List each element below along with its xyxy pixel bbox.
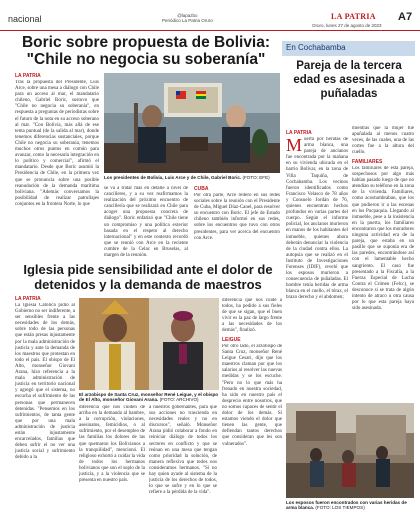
side-photo-caption — [286, 500, 414, 511]
church-caption-credit: (FOTO: ARCHIVO) — [159, 397, 199, 403]
presidents-photo-illustration — [104, 73, 280, 173]
main-col3-head: CUBA — [194, 186, 209, 192]
side-col2-head: FAMILIARES — [352, 159, 383, 165]
church-column-1: La Iglesia Católica pidió al Gobierno no ser indiferente, a ser sensibles frente a las necesidades de los demás, sobre todo de las personas que están presas injustamente por la mala administración de justicia y ante la demanda de los maestros que protestan en todo el país. El obispo de El Alto, monseñor Giovani Arana, hizo referencia a la mala administración de justicia en territorio nacional y agregó que el sistema, no escucha el sufrimiento de las personas que permanecen detenidas. "Pensemos en los sufrimientos, de tanta gente que por una mala administración de justicia están injustamente encarcelados, familias que deben sufrir el no ver una justicia social y sufrimiento debido a la — [15, 303, 75, 461]
side-caption-text: Los esposos fueron encontrados con varias heridas de arma blanca. — [286, 500, 407, 511]
side-tag: En Cochabamba — [286, 43, 346, 52]
church-column-4: a nuestros gobernantes, para que sus acciones no trascienda en necesidades reales y no en discursos", señaló. Monseñor Arana pidió colaborar a fondo en reiniciar diálogo de todos los sectores en conflicto y que se reúnan en una mesa que tengan como prioridad la solución, de manera reflexiva que todos nos consideramos hermanos. "Si no hay quien ayude al sistema de la justicia de los derechos de todos, lo que se sufre y en lo que se refiere a la pérdida de la vida". — [149, 405, 217, 496]
newspaper-logo: LA PATRIA — [331, 12, 376, 21]
side-caption-credit: (FOTO: LOS TIEMPOS) — [315, 505, 365, 511]
church-column-3b: Por otro lado, el arzobispo de Santa Cruz, monseñor René Leigue Cesari, dijo que los maestros claman por que los salarios al resolver las nuevas medidas y se los escuche. "Pero no lo que más ha frenado en nuestra sociedad, ha sido en nuestro país el desprecio entre nosotros, que no somos capaces de sentir el dolor de los demás. Si estamos viendo el dolor que tienen las gente, que defiendan tantos derechos que consideran que les son vulnerados". — [222, 344, 282, 447]
header-social-name: Periódico La Patria Oruro — [162, 18, 213, 23]
main-column-1: Tras la propuesta del Presidente, Luis Arce, sobre una mesa a diálogo con Chile para un acceso al mar, el mandatario chileno, Gabriel Boric, sostuvo que "Chile no negocia su soberanía", en respuesta a preguntas de periodistas sobre el futuro de la nota en su acceso soberano al mar. "Con Bolivia, más allá de ese tema puntual (de la salida al mar), donde tenemos diferencias sustanciales, porque Chile no negocia su soberanía, tenemos muchos otros puntos en común para avanzar, como la necesaria integración en lo político y comercial", afirmó el mandatario. Desde que Boric asumió la Presidencia de Chile, en la primera vez que se pronuncia sobre una posible reanudación de la demanda marítima boliviana. "Además conversamos la posibilidad de realizar patrullajes conjuntos en la frontera Norte, lo que — [15, 80, 99, 207]
side-photo — [286, 403, 414, 498]
header-divider — [0, 30, 420, 31]
bishops-photo-illustration — [79, 298, 219, 390]
main-column-2: se va a tratar más en detalle a nivel de cancilleres, y a su vez reafirmamos la realización del próximo encuentro de cancillería que se realizará en Chile para acoger una propuesta concreta de diálogo". Boric enfatizó que "Chile tiene un compromiso y una política exterior basada en el respeto al derecho internacional" y en este contexto recordó que se reunió con Arce en la reciente cumbre de la Celac en Bruselas, al margen de la reunión. — [104, 186, 188, 258]
church-headline: Iglesia pide sensibilidad ante el dolor de detenidos y la demanda de maestros — [23, 262, 273, 292]
main-photo-caption — [104, 175, 280, 180]
main-headline: Boric sobre propuesta de Bolivia: "Chile no negocia su soberanía" — [21, 34, 271, 68]
main-caption-credit: (FOTO: EFE) — [242, 175, 270, 180]
main-column-3: Por otra parte, Arce reiteró en sus redes sociales sobre la reunión con el Presidente de Cuba, Miguel Díaz-Canel, para resolver su encuentro con Boric. El jefe de Estado chileno también informó en sus redes, sobre los encuentros que tuvo con otros presidentes, para ver acerca del encuentro con Arce. — [194, 193, 280, 241]
side-column-1-text: uerta por heridas de arma blanca, una pareja de ancianos fue encontrada por la mañana en su vivienda ubicada en el barrio Bolívar, en la zona de Villa Taquiña, de Cochabamba. Los vecinos fueron identificados como Francisco Velasco de 78 años y Consuelo Jordán de 76, quienes encuentran hechos profundos en varias partes del cuerpo. Según el informe policial, los ancianos murieron en manos de los habitantes del inmueble, quienes ahora deberán denunciar la violencia de la ciudad contra ellos. La autopsia que se realizó en el Instituto de Investigaciones Forenses (IDIF), reveló que los esposos murieron a consecuencia de puñaladas. El hombre tenía heridas de arma blanca en el cuello, el tórax, el brazo derecho y el abdomen; — [286, 137, 348, 301]
church-photo-caption — [79, 392, 219, 403]
page-number: A7 — [398, 11, 413, 23]
church-photo — [79, 298, 219, 390]
church-kicker: LA PATRIA — [15, 296, 41, 302]
header-date: Oruro, lunes 27 de agosto de 2023 — [312, 23, 382, 28]
main-caption-text: Los presidentes de Bolivia, Luis Arce y de Chile, Gabriel Boric. — [104, 175, 242, 180]
side-column-2: mientras que la mujer fue apuñalada al menos cuatro veces, de las cuales, una de las cortes fue a la altura del cuello. — [352, 126, 414, 156]
church-column-3: diferencia que nos cuide a todos, ha pedido a sus fieles de que se sigan, que el buen vivir es la paz de largo frente a las necesidades de los demás", finalizó. — [222, 298, 282, 334]
side-kicker: LA PATRIA — [286, 130, 312, 136]
side-dropcap: M — [286, 137, 303, 155]
main-kicker: LA PATRIA — [15, 73, 41, 79]
side-column-1 — [286, 137, 348, 399]
side-column-2b: Los familiares de esta pareja, sospechosos por algo más habían pasado luego de que no atendían su teléfono en la zona de la vivienda. Familiares, como acostumbraban, que los que pudieron ir a las escenas en los Pucpaquia. Llegando al inmueble, pese a la insistencia en la puerta, los familiares encontraron que los moradores ninguna actividad era de la pareja, que estaba en un pasillo que se suponía era de las paredes, encontrándose así con el lamentable hecho sangriento. El caso fue presentado a la Fiscalía, a la Fuerza Especial de Lucha Contra el Crimen (Felcc), se desconoce si se trata de algún intento de atraco u otra causa por lo que esta pareja haya sido asesinada. — [352, 166, 414, 312]
side-headline: Pareja de la tercera edad es asesinada a puñaladas — [293, 60, 405, 100]
church-column-2: diferencia que nos cuiden de arriba en la demanda al hambre, a la corrupción, violaciones, asesinatos, femicidios, o al sufrimiento, por el desempleo de las familias los dolores de las que quemaron los Bolivianos a la tranquilidad", mencionó. El religioso exhortó a cuidar la vida de todos los hermanos bolivianos que son el soplo de la justicia, y a la violencia que se presenta en nuestro país. — [79, 405, 145, 484]
section-name: nacional — [8, 14, 42, 24]
main-photo — [104, 73, 280, 173]
header-social — [162, 13, 213, 23]
crime-scene-photo-illustration — [286, 403, 414, 498]
header-social-handle: @lapazbo — [177, 13, 198, 18]
church-col3-head: LEIGUE — [222, 337, 241, 343]
church-caption-text: El arzobispo de Santa Cruz, monseñor René Leigue, y el obispo de El Alto, monseñor Giovani Arana. — [79, 392, 219, 403]
